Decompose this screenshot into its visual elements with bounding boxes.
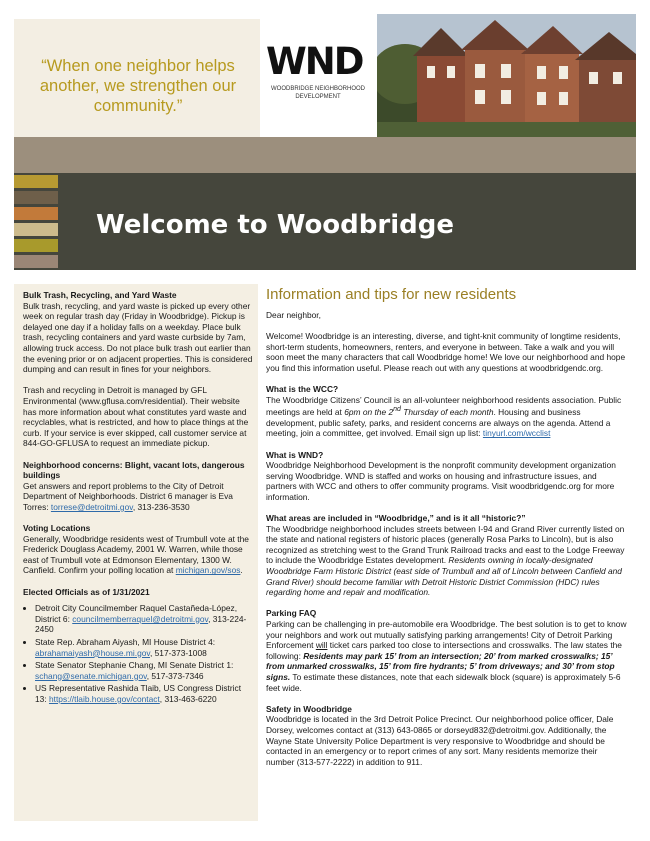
official-email-link[interactable]: schang@senate.michigan.gov (35, 670, 147, 681)
official-email-link[interactable]: abrahamaiyash@house.mi.gov (35, 647, 150, 658)
main-heading: Information and tips for new residents (266, 286, 517, 303)
voting-end: . (240, 565, 243, 576)
parking-rules: Residents may park 15’ from an intersection; 20’ from marked crosswalks; 15’ from unmarked crosswalks, 15’ from fire hydrants; 5’ from driveways; and 30’ from stop signs. (266, 650, 615, 682)
safety-title: Safety in Woodbridge (266, 703, 352, 714)
sidebar-content (23, 290, 253, 707)
parking-paragraph (266, 619, 628, 693)
areas-text: The Woodbridge neighborhood includes streets between I-94 and Grand River currently listed on the state and national registers of historic places (generally Rosa Parks to Lincoln), but is also recognized as stretching west to the Grand Trunk Railroad tracks and east to the Lodge Freeway to include the Woodbridge Estates development. (266, 523, 625, 566)
concerns-title: Neighborhood concerns: Blight, vacant lots, dangerous buildings (23, 459, 245, 481)
logo-letters: WND (266, 40, 363, 83)
parking-text-3: To estimate these distances, note that each sidewalk block (square) is approximately 5-6 feet wide. (266, 671, 621, 693)
list-item (35, 660, 253, 681)
logo-subtitle-line1: WOODBRIDGE NEIGHBORHOOD (270, 86, 365, 92)
header-quote: “When one neighbor helps another, we strengthen our community.” (39, 57, 237, 115)
official-phone: , 313-463-6220 (159, 693, 217, 704)
areas-paragraph (266, 524, 628, 598)
voting-body: Generally, Woodbridge residents west of Trumbull vote at the Frederick Douglass Academy, 2001 W. Warren, while those east of Trumbull vote at Edmonson Elementary, 1300 W. Canfield. Confirm your polling location at (23, 533, 249, 576)
color-swatch (14, 239, 58, 252)
wcc-text-2: . Housing and business development, public safety, parks, and resident concerns are always on the agenda. Attend a meeting, join a committee, get involved. Email sign up list: (266, 407, 611, 439)
neighborhood-houses-photo (377, 14, 636, 138)
official-text: State Senator Stephanie Chang, MI Senate District 1: (35, 660, 234, 671)
welcome-paragraph: Welcome! Woodbridge is an interesting, diverse, and tight-knit community of longtime residents, short-term students, homeowners, renters, and everyone in between. Take a walk and you will soon meet the many characters that call Woodbridge home! We love our neighborhood and hope you find this information useful. Please reach out with any questions at woodbridgendc.org. (266, 331, 626, 373)
safety-paragraph: Woodbridge is located in the 3rd Detroit Police Precinct. Our neighborhood police officer, Dale Dorsey, welcomes contact at (313) 643-0865 or dorseyd832@detroitmi.gov. Additionally, the Wayne State University Police Department is very responsive to Woodbridge and should be contacted in an emergency or to report crimes of any sort. Many residents memorize their number (313-577-2222) in addition to 911. (266, 714, 614, 767)
concerns-email-link[interactable]: torrese@detroitmi.gov (50, 501, 133, 512)
list-item (35, 637, 253, 658)
color-swatch (14, 207, 58, 220)
wcc-meeting-day: Thursday of each month (400, 407, 494, 418)
greeting: Dear neighbor, (266, 310, 321, 320)
parking-will: will (315, 640, 328, 651)
voting-link[interactable]: michigan.gov/sos (175, 565, 241, 576)
concerns-body: Get answers and report problems to the City of Detroit Department of Neighborhoods. District 6 manager is Eva Torres: (23, 480, 233, 512)
tan-band (14, 137, 636, 174)
wcc-signup-link[interactable]: tinyurl.com/wcclist (482, 428, 551, 439)
gfl-body: Trash and recycling in Detroit is managed by GFL Environmental (www.gflusa.com/residential). Their website has more information about what constitutes yard waste and recyclables, what is restricted, and how to place things at the curb. If your service is ever skipped, call customer service at 844-GO-GFLUSA to request an immediate pickup. (23, 385, 249, 449)
wnd-title: What is WND? (266, 449, 324, 460)
trash-title: Bulk Trash, Recycling, and Yard Waste (23, 290, 177, 300)
official-text: Detroit City Councilmember Raquel Castañeda-López, District 6: (35, 603, 238, 624)
official-text: State Rep. Abraham Aiyash, MI House District 4: (35, 637, 216, 647)
officials-list (23, 603, 253, 704)
areas-historic-note: Residents owning in locally-designated Woodbridge Farm Historic District (east side of Trumbull and all of Lincoln between Canfield and Grand River) should become familiar with Detroit Historic District Commission (HDC) rules regarding home and repair and modification. (266, 555, 622, 598)
areas-title: What areas are included in “Woodbridge,” and is it all “historic?” (266, 513, 526, 524)
official-email-link[interactable]: councilmemberraquel@detroitmi.gov (72, 613, 209, 624)
color-swatch (14, 223, 58, 236)
voting-paragraph (23, 534, 253, 576)
list-item (35, 603, 253, 635)
logo-subtitle (262, 85, 374, 101)
trash-body: Bulk trash, recycling, and yard waste is picked up every other week on regular trash day (Friday in Woodbridge). Pickup is delayed one day if a holiday falls on a weekday. Place bulk trash, recycling containers and yard waste curbside by 7am, allowing truck access. Do not place bulk trash out earlier than the evening prior or on adjacent properties. This is considered dumping and can result in fines for your neighbors. (23, 300, 253, 375)
color-swatch (14, 255, 58, 268)
wnd-logo (262, 42, 374, 112)
official-text: US Representative Rashida Tlaib, US Congress District 13: (35, 683, 242, 704)
concerns-paragraph (23, 481, 253, 513)
main-content (266, 286, 628, 778)
parking-text: Parking can be challenging in pre-automobile era Woodbridge. The best solution is to get to know your neighbors and work out mutually satisfying parking arrangements! City of Detroit Parking Enforcement (266, 619, 627, 651)
wcc-meeting-time: 6pm on the 2 (344, 407, 394, 418)
concerns-phone: , 313-236-3530 (132, 501, 190, 512)
officials-title: Elected Officials as of 1/31/2021 (23, 586, 150, 597)
official-phone: , 313-224-2450 (35, 613, 247, 635)
parking-text-2: ticket cars parked too close to intersections and crosswalks. The law states the following: (266, 640, 622, 661)
wcc-title: What is the WCC? (266, 384, 339, 395)
color-swatch (14, 175, 58, 188)
page-title: Welcome to Woodbridge (96, 210, 454, 240)
wcc-paragraph (266, 395, 628, 439)
color-swatch (14, 191, 58, 204)
official-contact-link[interactable]: https://tlaib.house.gov/contact (48, 693, 160, 704)
logo-subtitle-line2: DEVELOPMENT (295, 94, 341, 100)
list-item (35, 683, 253, 704)
official-phone: , 517-373-7346 (146, 670, 204, 681)
wnd-paragraph: Woodbridge Neighborhood Development is the nonprofit community development organization serving Woodbridge. WND is staffed and works on housing and infrastructure issues, and partners with WCC and others to offer community programs. Visit woodbridgendc.org for more information. (266, 460, 616, 502)
voting-title: Voting Locations (23, 523, 91, 534)
parking-title: Parking FAQ (266, 608, 317, 619)
official-phone: , 517-373-1008 (149, 647, 207, 658)
wcc-text: The Woodbridge Citizens’ Council is an all-volunteer neighborhood residents association. Public meetings are held at (266, 394, 622, 418)
wcc-ordinal: nd (393, 406, 401, 414)
